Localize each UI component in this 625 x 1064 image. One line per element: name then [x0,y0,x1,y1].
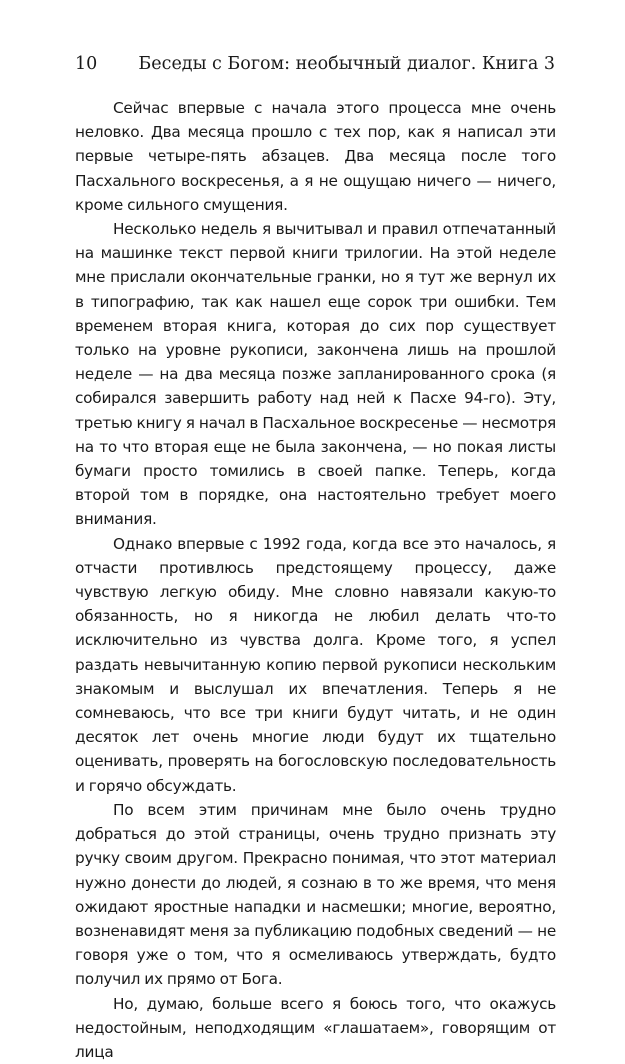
page-header [75,52,555,76]
paragraph: По всем этим причинам мне было очень трудно добраться до этой страницы, очень трудно признать эту ручку своим другом. Прекрасно понимая, что этот материал нужно донести до людей, я сознаю в то же время, что меня ожидают яростные нападки и насмешки; многие, вероятно, возненавидят меня за публикацию подобных сведений — не говоря уже о том, что я осмеливаюсь утверждать, будто получил их прямо от Бога. [75,800,556,989]
paragraph: Несколько недель я вычитывал и правил отпечатанный на машинке текст первой книги трилогии. На этой неделе мне прислали окончательные гранки, но я тут же вернул их в типографию, так как нашел еще сорок три ошибки. Тем временем вторая книга, которая до сих пор существует только на уровне рукописи, закончена лишь на прошлой неделе — на два месяца позже запланированного срока (я собирался завершить работу над ней к Пасхе 94-го). Эту, третью книгу я начал в Пасхальное воскресенье — несмотря на то что вторая еще не была закончена, — но покая листы бумаги просто томились в своей папке. Теперь, когда второй том в порядке, она настоятельно требует моего внимания. [75,220,556,529]
paragraph: Но, думаю, больше всего я боюсь того, что окажусь недостойным, неподходящим «глашатаем», говорящим от лица [75,994,556,1061]
page-number: 10 [75,54,98,74]
body-text [75,96,556,1064]
paragraph: Однако впервые с 1992 года, когда все это началось, я отчасти противлюсь предстоящему процессу, даже чувствую легкую обиду. Мне словно навязали какую-то обязанность, но я никогда не любил делать что-то исключительно из чувства долга. Кроме того, я успел раздать невычитанную копию первой рукописи нескольким знакомым и выслушал их впечатления. Теперь я не сомневаюсь, что все три книги будут читать, и не один десяток лет очень многие люди будут их тщательно оценивать, проверять на богословскую последовательность и горячо обсуждать. [75,534,556,795]
running-title: Беседы с Богом: необычный диалог. Книга 3 [138,54,555,74]
paragraph: Сейчас впервые с начала этого процесса мне очень неловко. Два месяца прошло с тех пор, как я написал эти первые четыре-пять абзацев. Два месяца после того Пасхального воскресенья, а я не ощущаю ничего — ничего, кроме сильного смущения. [75,99,556,214]
